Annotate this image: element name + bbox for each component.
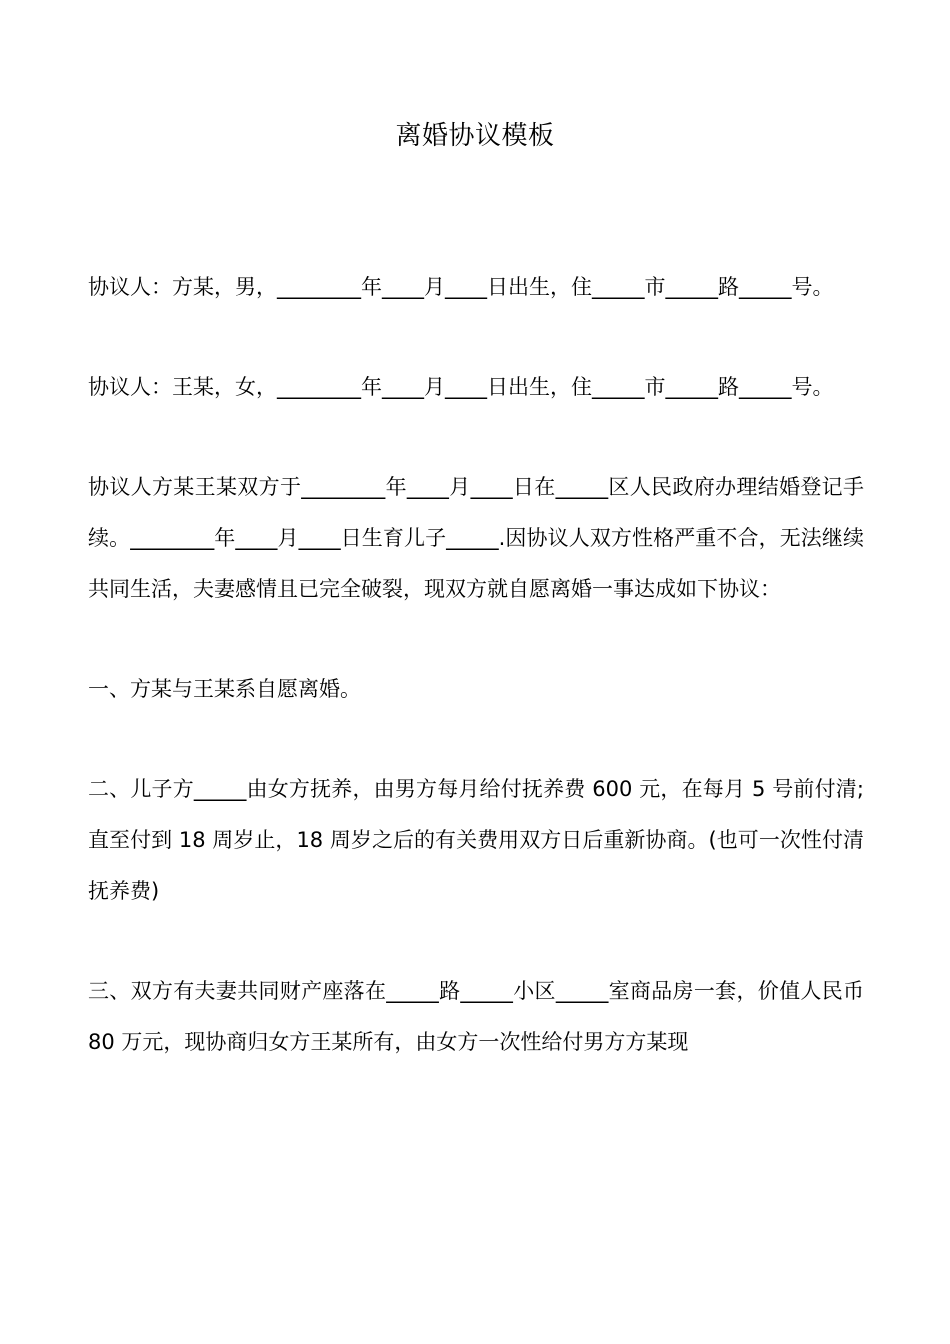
paragraph-party-woman: 协议人：王某，女，________年____月____日出生，住_____市_____路_____号。 — [88, 375, 834, 399]
document-title: 离婚协议模板 — [395, 121, 555, 151]
paragraph-clause-3: 三、双方有夫妻共同财产座落在_____路_____小区_____室商品房一套，价值人民币 80 万元，现协商归女方王某所有，由女方一次性给付男方方某现 — [88, 979, 864, 1054]
paragraph-background: 协议人方某王某双方于________年____月____日在_____区人民政府办理结婚登记手续。________年____月____日生育儿子_____.因协议人双方性格严重不合，无法继续共同生活，夫妻感情且已完全破裂，现双方就自愿离婚一事达成如下协议： — [88, 475, 864, 601]
paragraph-clause-2: 二、儿子方_____由女方抚养，由男方每月给付抚养费 600 元，在每月 5 号前付清;直至付到 18 周岁止，18 周岁之后的有关费用双方日后重新协商。(也可一次性付清抚养费) — [88, 777, 864, 903]
paragraph-clause-1: 一、方某与王某系自愿离婚。 — [88, 677, 361, 701]
paragraph-party-man: 协议人：方某，男，________年____月____日出生，住_____市_____路_____号。 — [88, 275, 834, 299]
document-body — [88, 262, 864, 1117]
